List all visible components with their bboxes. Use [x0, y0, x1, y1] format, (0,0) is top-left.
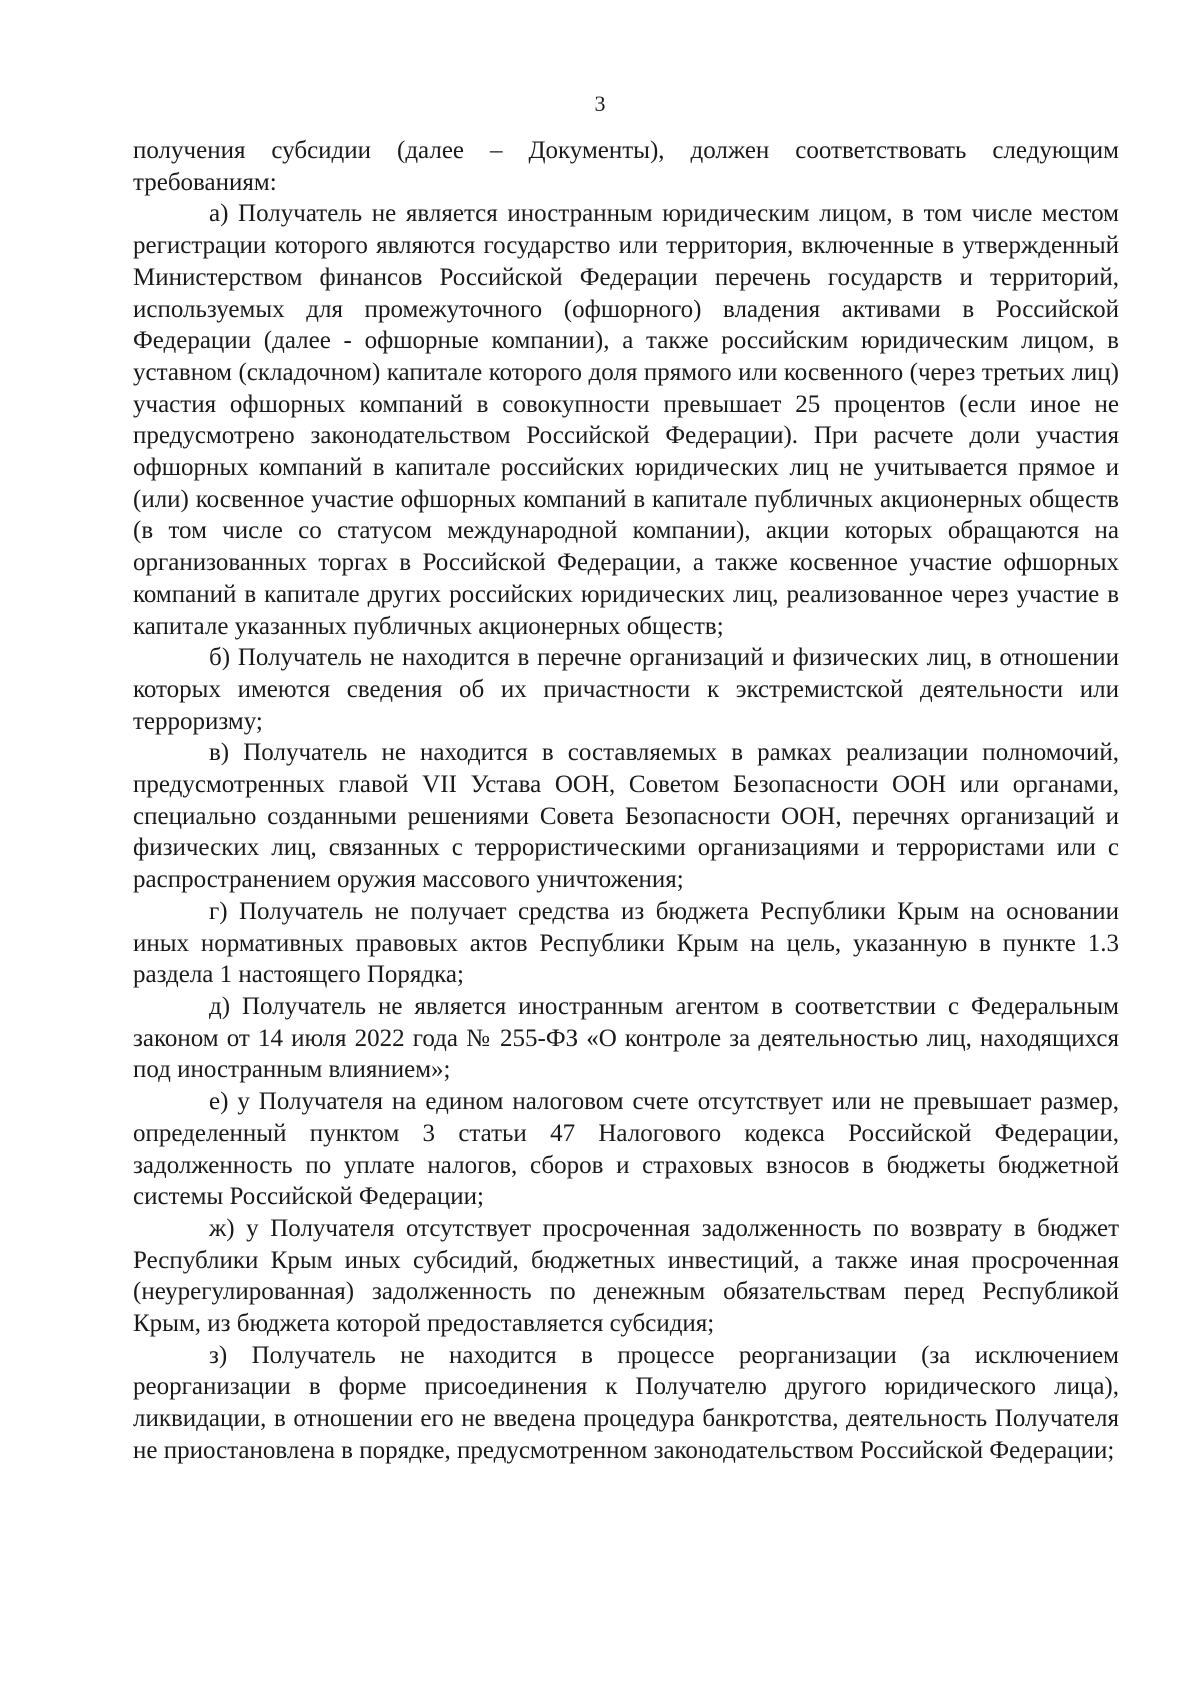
- paragraph-item-z: з) Получатель не находится в процессе реорганизации (за исключением реорганизации в форме присоединения к Получателю другого юридического лица), ликвидации, в отношении его не введена процедура банкротства, деятельность Получателя не приостановлена в порядке, предусмотренном законодательством Российской Федерации;: [133, 1341, 1119, 1464]
- paragraph-item-zh: ж) у Получателя отсутствует просроченная задолженность по возврату в бюджет Республики Крым иных субсидий, бюджетных инвестиций, а также иная просроченная (неурегулированная) задолженность по денежным обязательствам перед Республикой Крым, из бюджета которой предоставляется субсидия;: [133, 1214, 1119, 1338]
- paragraph-item-b: б) Получатель не находится в перечне организаций и физических лиц, в отношении которых имеются сведения об их причастности к экстремистской деятельности или терроризму;: [133, 644, 1119, 735]
- paragraph-item-d: д) Получатель не является иностранным агентом в соответствии с Федеральным законом от 14 июля 2022 года № 255-ФЗ «О контроле за деятельностью лиц, находящихся под иностранным влиянием»;: [133, 992, 1119, 1084]
- paragraph-intro: получения субсидии (далее – Документы), должен соответствовать следующим требованиям:: [133, 137, 1119, 196]
- paragraph-item-g: г) Получатель не получает средства из бюджета Республики Крым на основании иных нормативных правовых актов Республики Крым на цель, указанную в пункте 1.3 раздела 1 настоящего Порядка;: [133, 897, 1119, 989]
- document-body: [133, 135, 1119, 1467]
- paragraph-item-e: е) у Получателя на едином налоговом счете отсутствует или не превышает размер, определенный пунктом 3 статьи 47 Налогового кодекса Российской Федерации, задолженность по уплате налогов, сборов и страховых взносов в бюджеты бюджетной системы Российской Федерации;: [133, 1088, 1119, 1211]
- paragraph-item-a: а) Получатель не является иностранным юридическим лицом, в том числе местом регистрации которого являются государство или территория, включенные в утвержденный Министерством финансов Российской Федерации перечень государств и территорий, используемых для промежуточного (офшорного) владения активами в Российской Федерации (далее - офшорные компании), а также российским юридическим лицом, в уставном (складочном) капитале которого доля прямого или косвенного (через третьих лиц) участия офшорных компаний в совокупности превышает 25 процентов (если иное не предусмотрено законодательством Российской Федерации). При расчете доли участия офшорных компаний в капитале российских юридических лиц не учитывается прямое и (или) косвенное участие офшорных компаний в капитале публичных акционерных обществ (в том числе со статусом международной компании), акции которых обращаются на организованных торгах в Российской Федерации, а также косвенное участие офшорных компаний в капитале других российских юридических лиц, реализованное через участие в капитале указанных публичных акционерных обществ;: [133, 200, 1119, 640]
- page-number: 3: [594, 91, 606, 116]
- paragraph-item-v: в) Получатель не находится в составляемых в рамках реализации полномочий, предусмотренных главой VII Устава ООН, Советом Безопасности ООН или органами, специально созданными решениями Совета Безопасности ООН, перечнях организаций и физических лиц, связанных с террористическими организациями и террористами или с распространением оружия массового уничтожения;: [133, 739, 1119, 894]
